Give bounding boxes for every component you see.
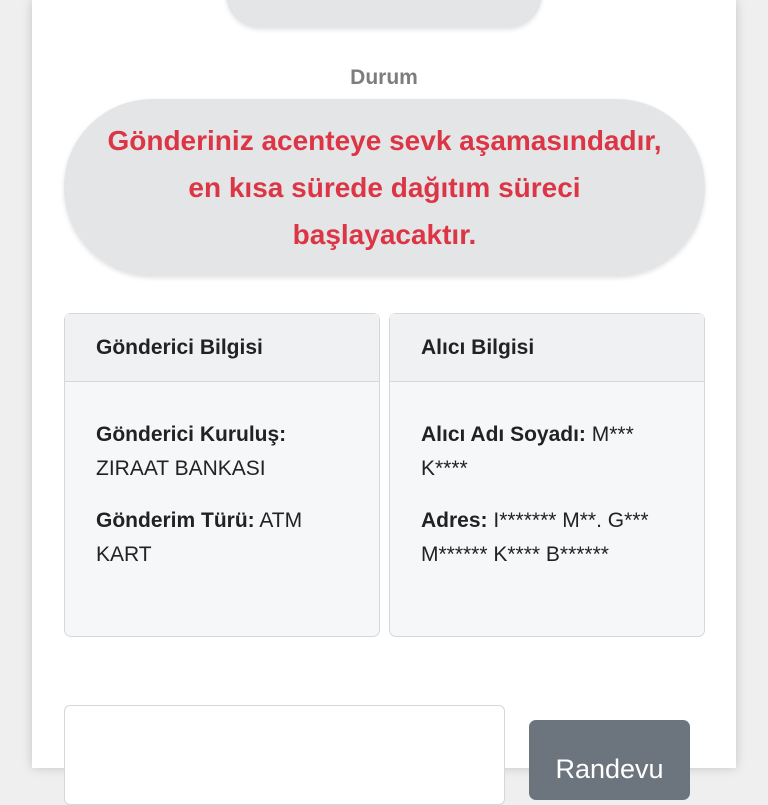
sender-info-card bbox=[64, 313, 380, 637]
previous-info-pill bbox=[226, 0, 542, 28]
appointment-input-box[interactable] bbox=[64, 705, 505, 805]
appointment-button[interactable]: Randevu bbox=[529, 720, 690, 800]
tracking-page bbox=[32, 0, 736, 784]
receiver-name-label: Alıcı Adı Soyadı: bbox=[421, 423, 586, 446]
sender-card-title: Gönderici Bilgisi bbox=[65, 314, 379, 382]
status-pill bbox=[64, 99, 705, 276]
sender-card-body bbox=[65, 382, 379, 572]
receiver-address-label: Adres: bbox=[421, 509, 488, 532]
status-message: Gönderiniz acenteye sevk aşamasındadır, en kısa sürede dağıtım süreci başlayacaktır. bbox=[107, 125, 662, 250]
receiver-address-field bbox=[421, 504, 684, 572]
sender-institution-field bbox=[96, 418, 359, 486]
shipment-type-label: Gönderim Türü: bbox=[96, 509, 255, 532]
sender-institution-value: ZIRAAT BANKASI bbox=[96, 457, 266, 480]
receiver-card-title: Alıcı Bilgisi bbox=[390, 314, 704, 382]
shipment-type-value: ATM KART bbox=[96, 509, 303, 566]
shipment-type-field bbox=[96, 504, 359, 572]
receiver-card-body bbox=[390, 382, 704, 572]
status-label: Durum bbox=[350, 66, 418, 89]
receiver-name-field bbox=[421, 418, 684, 486]
sender-institution-label: Gönderici Kuruluş: bbox=[96, 423, 287, 446]
receiver-info-card bbox=[389, 313, 705, 637]
receiver-name-value: M*** K**** bbox=[421, 423, 634, 480]
receiver-address-value: I******* M**. G*** M****** K**** B****** bbox=[421, 509, 649, 566]
